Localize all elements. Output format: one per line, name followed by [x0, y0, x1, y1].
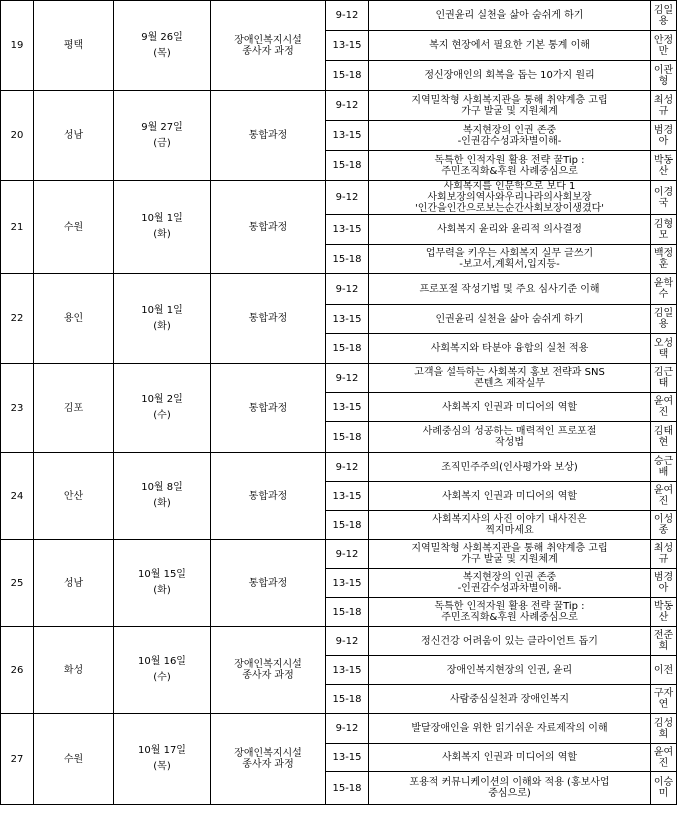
session-row	[1, 181, 677, 215]
city-cell: 성남	[34, 540, 114, 627]
course-cell: 장애인복지시설 종사자 과정	[211, 627, 326, 714]
instructor-cell: 이전	[651, 656, 677, 685]
course-cell: 장애인복지시설 종사자 과정	[211, 714, 326, 805]
topic-cell: 인권윤리 실천을 삶아 숨쉬게 하기	[369, 1, 651, 31]
weekday-text: (화)	[153, 585, 171, 596]
topic-cell: 장애인복지현장의 인권, 윤리	[369, 656, 651, 685]
time-cell: 13-15	[326, 482, 369, 511]
instructor-cell: 김태현	[651, 422, 677, 453]
date-cell	[114, 453, 211, 540]
row-number: 26	[1, 627, 34, 714]
city-cell: 용인	[34, 274, 114, 364]
time-cell: 9-12	[326, 714, 369, 744]
topic-cell: 독특한 인적자원 활용 전략 꿀Tip : 주민조직화&후원 사례중심으로	[369, 598, 651, 627]
time-cell: 13-15	[326, 656, 369, 685]
date-text: 9월 27일	[141, 121, 183, 133]
topic-cell: 사회복지 인권과 미디어의 역할	[369, 744, 651, 772]
topic-cell: 업무력을 키우는 사회복지 실무 글쓰기 -보고서,계획서,입지등-	[369, 245, 651, 274]
instructor-cell: 김일용	[651, 305, 677, 334]
time-cell: 15-18	[326, 61, 369, 91]
instructor-cell: 이경국	[651, 181, 677, 215]
topic-cell: 정신장애인의 회복을 돕는 10가지 원리	[369, 61, 651, 91]
instructor-cell: 김일용	[651, 1, 677, 31]
instructor-cell: 윤여진	[651, 393, 677, 422]
instructor-cell: 이성종	[651, 511, 677, 540]
time-cell: 9-12	[326, 627, 369, 656]
topic-cell: 조직민주주의(인사평가와 보상)	[369, 453, 651, 482]
time-cell: 15-18	[326, 422, 369, 453]
time-cell: 13-15	[326, 121, 369, 151]
time-cell: 15-18	[326, 685, 369, 714]
instructor-cell: 범경아	[651, 569, 677, 598]
instructor-cell: 이승미	[651, 772, 677, 805]
city-cell: 수원	[34, 714, 114, 805]
date-cell	[114, 274, 211, 364]
instructor-cell: 윤여진	[651, 744, 677, 772]
time-cell: 9-12	[326, 540, 369, 569]
time-cell: 15-18	[326, 151, 369, 181]
instructor-cell: 이관형	[651, 61, 677, 91]
topic-cell: 지역밀착형 사회복지관을 통해 취약계층 고립 가구 발굴 및 지원체계	[369, 91, 651, 121]
weekday-text: (수)	[153, 672, 171, 683]
instructor-cell: 김근태	[651, 364, 677, 393]
weekday-text: (화)	[153, 498, 171, 509]
date-text: 9월 26일	[141, 31, 183, 43]
topic-cell: 사회복지와 타분야 융합의 실천 적용	[369, 334, 651, 364]
schedule-body	[1, 1, 677, 805]
course-cell: 통합과정	[211, 91, 326, 181]
instructor-cell: 오성택	[651, 334, 677, 364]
date-text: 10월 15일	[138, 569, 186, 580]
instructor-cell: 백정훈	[651, 245, 677, 274]
topic-cell: 지역밀착형 사회복지관을 통해 취약계층 고립 가구 발굴 및 지원체계	[369, 540, 651, 569]
time-cell: 9-12	[326, 181, 369, 215]
time-cell: 9-12	[326, 274, 369, 305]
topic-cell: 정신건강 어려움이 있는 클라이언트 돕기	[369, 627, 651, 656]
instructor-cell: 김형모	[651, 215, 677, 245]
city-cell: 안산	[34, 453, 114, 540]
date-text: 10월 17일	[138, 745, 186, 756]
city-cell: 평택	[34, 1, 114, 91]
city-cell: 성남	[34, 91, 114, 181]
topic-cell: 사회복지 인권과 미디어의 역할	[369, 482, 651, 511]
course-cell: 통합과정	[211, 274, 326, 364]
topic-cell: 사례중심의 성공하는 매력적인 프로포절 작성법	[369, 422, 651, 453]
time-cell: 15-18	[326, 245, 369, 274]
weekday-text: (화)	[153, 320, 171, 332]
date-text: 10월 1일	[141, 213, 183, 224]
time-cell: 15-18	[326, 511, 369, 540]
instructor-cell: 윤학수	[651, 274, 677, 305]
session-row	[1, 540, 677, 569]
row-number: 20	[1, 91, 34, 181]
date-cell	[114, 714, 211, 805]
topic-cell: 사회복지사의 사진 이야기 내사진은 찍지마세요	[369, 511, 651, 540]
time-cell: 13-15	[326, 215, 369, 245]
time-cell: 13-15	[326, 569, 369, 598]
topic-cell: 복지현장의 인권 존중 -인권감수성과차별이해-	[369, 569, 651, 598]
time-cell: 9-12	[326, 91, 369, 121]
time-cell: 13-15	[326, 305, 369, 334]
date-cell	[114, 91, 211, 181]
weekday-text: (목)	[153, 47, 171, 59]
topic-cell: 포용적 커뮤니케이션의 이해와 적용 (홍보사업 중심으로)	[369, 772, 651, 805]
session-row	[1, 453, 677, 482]
session-row	[1, 1, 677, 31]
topic-cell: 사회복지 윤리와 윤리적 의사결정	[369, 215, 651, 245]
time-cell: 13-15	[326, 744, 369, 772]
topic-cell: 발달장애인을 위한 읽기쉬운 자료제작의 이해	[369, 714, 651, 744]
instructor-cell: 안정만	[651, 31, 677, 61]
time-cell: 9-12	[326, 1, 369, 31]
instructor-cell: 박동산	[651, 151, 677, 181]
session-row	[1, 364, 677, 393]
time-cell: 13-15	[326, 393, 369, 422]
row-number: 23	[1, 364, 34, 453]
time-cell: 15-18	[326, 772, 369, 805]
topic-cell: 프로포절 작성기법 및 주요 심사기준 이해	[369, 274, 651, 305]
time-cell: 9-12	[326, 364, 369, 393]
time-cell: 15-18	[326, 334, 369, 364]
topic-cell: 고객을 설득하는 사회복지 홍보 전략과 SNS 콘텐츠 제작실무	[369, 364, 651, 393]
session-row	[1, 274, 677, 305]
city-cell: 화성	[34, 627, 114, 714]
row-number: 21	[1, 181, 34, 274]
date-text: 10월 2일	[141, 394, 183, 405]
course-cell: 통합과정	[211, 453, 326, 540]
course-cell: 장애인복지시설 종사자 과정	[211, 1, 326, 91]
topic-cell: 인권윤리 실천을 삶아 숨쉬게 하기	[369, 305, 651, 334]
instructor-cell: 전준희	[651, 627, 677, 656]
topic-cell: 사회복지 인권과 미디어의 역할	[369, 393, 651, 422]
session-row	[1, 714, 677, 744]
row-number: 22	[1, 274, 34, 364]
instructor-cell: 최성규	[651, 91, 677, 121]
time-cell: 13-15	[326, 31, 369, 61]
course-cell: 통합과정	[211, 364, 326, 453]
time-cell: 15-18	[326, 598, 369, 627]
course-cell: 통합과정	[211, 540, 326, 627]
topic-cell: 사회복지를 인문학으로 보다 1 사회보장의역사와우리나라의사회보장 '인간을인간으로보는순간사회보장이생겼다'	[369, 181, 651, 215]
date-text: 10월 1일	[141, 304, 183, 316]
row-number: 24	[1, 453, 34, 540]
weekday-text: (화)	[153, 229, 171, 240]
session-row	[1, 91, 677, 121]
city-cell: 김포	[34, 364, 114, 453]
row-number: 27	[1, 714, 34, 805]
instructor-cell: 김성희	[651, 714, 677, 744]
weekday-text: (수)	[153, 410, 171, 421]
instructor-cell: 구자연	[651, 685, 677, 714]
date-cell	[114, 364, 211, 453]
instructor-cell: 최성규	[651, 540, 677, 569]
date-cell	[114, 540, 211, 627]
session-row	[1, 627, 677, 656]
weekday-text: (목)	[153, 761, 171, 772]
instructor-cell: 승근배	[651, 453, 677, 482]
date-cell	[114, 181, 211, 274]
row-number: 19	[1, 1, 34, 91]
weekday-text: (금)	[153, 137, 171, 149]
time-cell: 9-12	[326, 453, 369, 482]
topic-cell: 복지현장의 인권 존중 -인권감수성과차별이해-	[369, 121, 651, 151]
date-cell	[114, 627, 211, 714]
course-cell: 통합과정	[211, 181, 326, 274]
date-text: 10월 8일	[141, 482, 183, 493]
topic-cell: 독특한 인적자원 활용 전략 꿀Tip : 주민조직화&후원 사례중심으로	[369, 151, 651, 181]
city-cell: 수원	[34, 181, 114, 274]
instructor-cell: 범경아	[651, 121, 677, 151]
instructor-cell: 윤여진	[651, 482, 677, 511]
topic-cell: 복지 현장에서 필요한 기본 통계 이해	[369, 31, 651, 61]
row-number: 25	[1, 540, 34, 627]
date-cell	[114, 1, 211, 91]
instructor-cell: 박동산	[651, 598, 677, 627]
topic-cell: 사람중심실천과 장애인복지	[369, 685, 651, 714]
date-text: 10월 16일	[138, 656, 186, 667]
